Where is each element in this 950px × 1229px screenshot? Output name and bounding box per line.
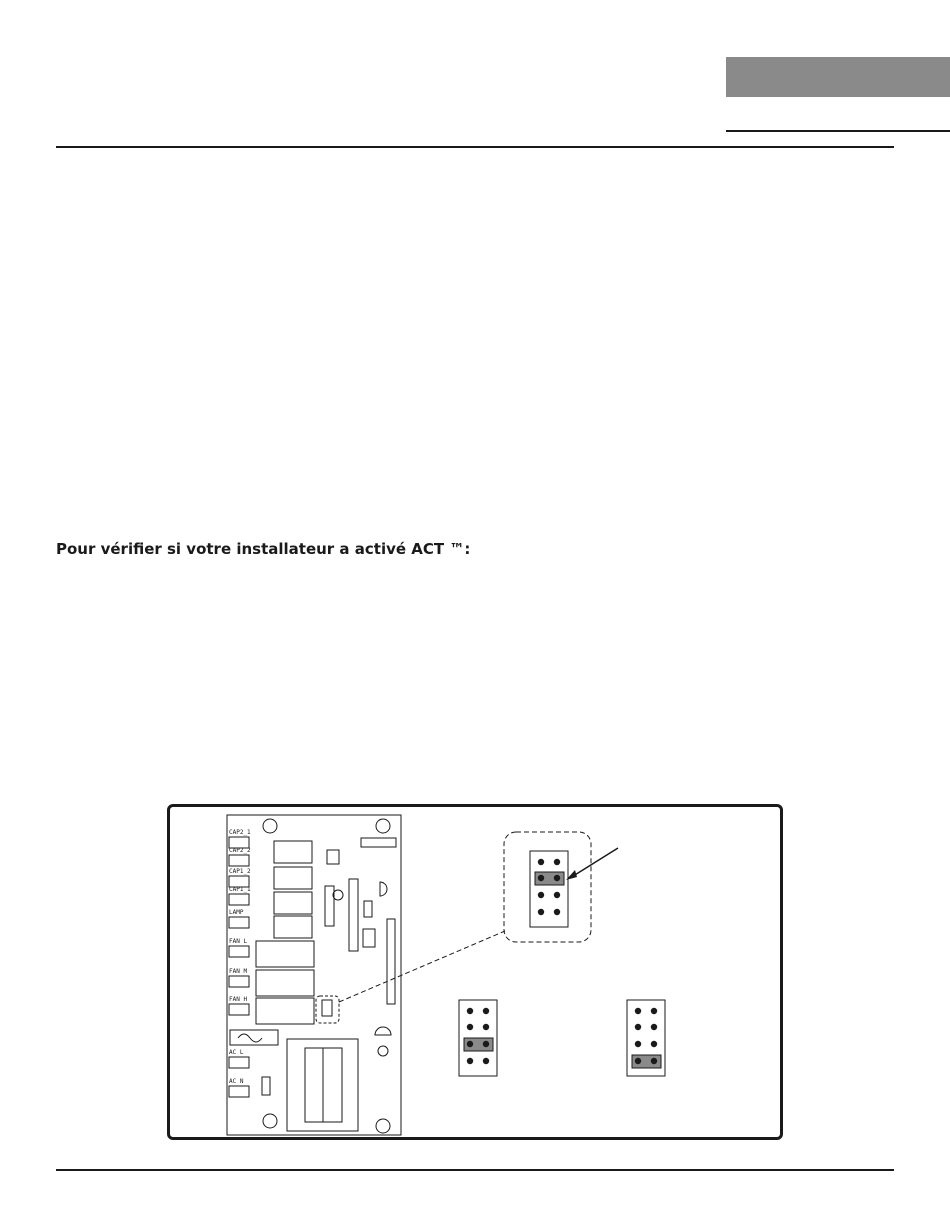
left-variant-pin	[467, 1041, 473, 1047]
connector-cap2-2	[229, 855, 249, 866]
label-ac-l: AC L	[229, 1049, 244, 1056]
left-variant-pin	[483, 1058, 489, 1064]
header-rule	[56, 146, 894, 148]
connector-fan-h	[229, 1004, 249, 1015]
connector-ac-l	[229, 1057, 249, 1068]
instruction-heading: Pour vérifier si votre installateur a activé ACT ™:	[56, 540, 471, 558]
right-variant-pin	[651, 1058, 657, 1064]
section-tab-rule	[726, 130, 950, 132]
right-variant-pin	[635, 1024, 641, 1030]
label-cap2-1: CAP2_1	[229, 829, 251, 836]
fuse-holder	[230, 1030, 278, 1045]
zoomed-pin	[538, 909, 544, 915]
fuse-element	[238, 1034, 262, 1042]
connector-cap1-1	[229, 894, 249, 905]
label-cap1-1: CAP1_1	[229, 886, 251, 893]
left-variant-pin	[483, 1024, 489, 1030]
terminal-strip	[361, 838, 396, 847]
component	[327, 850, 339, 864]
component	[363, 929, 375, 947]
connector-fan-m	[229, 976, 249, 987]
ic-chip	[325, 886, 334, 926]
pointer-arrow	[570, 848, 618, 878]
connector-lamp	[229, 917, 249, 928]
capacitor	[375, 1027, 391, 1035]
zoomed-header	[530, 851, 568, 927]
zoom-leader-line	[339, 931, 505, 1002]
zoomed-header-pins	[535, 859, 564, 915]
circuit-board-diagram	[170, 807, 780, 1137]
label-ac-n: AC N	[229, 1078, 244, 1085]
label-fan-l: FAN L	[229, 938, 248, 945]
section-tab-block	[726, 57, 950, 97]
right-variant-pin	[651, 1041, 657, 1047]
mount-hole	[263, 1114, 277, 1128]
large-relay	[256, 941, 314, 967]
right-variant-pin	[651, 1008, 657, 1014]
zoomed-pin	[554, 892, 560, 898]
led	[378, 1046, 388, 1056]
zoomed-pin	[554, 909, 560, 915]
right-variant-pins	[632, 1008, 661, 1068]
right-variant-pin	[635, 1008, 641, 1014]
connector-fan-l	[229, 946, 249, 957]
label-cap1-2: CAP1_2	[229, 868, 251, 875]
left-variant-pin	[483, 1008, 489, 1014]
relay	[274, 867, 312, 889]
component	[262, 1077, 270, 1095]
left-variant-pins	[464, 1008, 493, 1064]
label-cap2-2: CAP2_2	[229, 847, 251, 854]
zoomed-pin	[554, 875, 560, 881]
right-variant-pin	[635, 1058, 641, 1064]
capacitor	[380, 882, 387, 896]
left-variant-pin	[467, 1024, 473, 1030]
relay	[274, 841, 312, 863]
left-variant-pin	[467, 1058, 473, 1064]
ic-chip	[349, 879, 358, 951]
ic-chip	[387, 919, 395, 1004]
zoomed-pin	[538, 892, 544, 898]
mount-hole	[376, 1119, 390, 1133]
relay	[274, 892, 312, 914]
zoomed-pin	[554, 859, 560, 865]
zoomed-pin	[538, 875, 544, 881]
relay	[274, 916, 312, 938]
large-relay	[256, 998, 314, 1024]
connector-ac-n	[229, 1086, 249, 1097]
right-variant-pin	[651, 1024, 657, 1030]
zoomed-callout	[504, 832, 591, 942]
mount-hole	[376, 819, 390, 833]
circuit-board-figure	[167, 804, 783, 1140]
footer-rule	[56, 1169, 894, 1171]
label-lamp: LAMP	[229, 909, 244, 916]
large-relay	[256, 970, 314, 996]
mount-hole	[263, 819, 277, 833]
left-variant-pin	[483, 1041, 489, 1047]
component	[364, 901, 372, 917]
label-fan-h: FAN H	[229, 996, 248, 1003]
zoomed-pin	[538, 859, 544, 865]
board-jumper-header	[322, 1000, 332, 1016]
left-variant-pin	[467, 1008, 473, 1014]
right-variant-pin	[635, 1041, 641, 1047]
label-fan-m: FAN M	[229, 968, 248, 975]
